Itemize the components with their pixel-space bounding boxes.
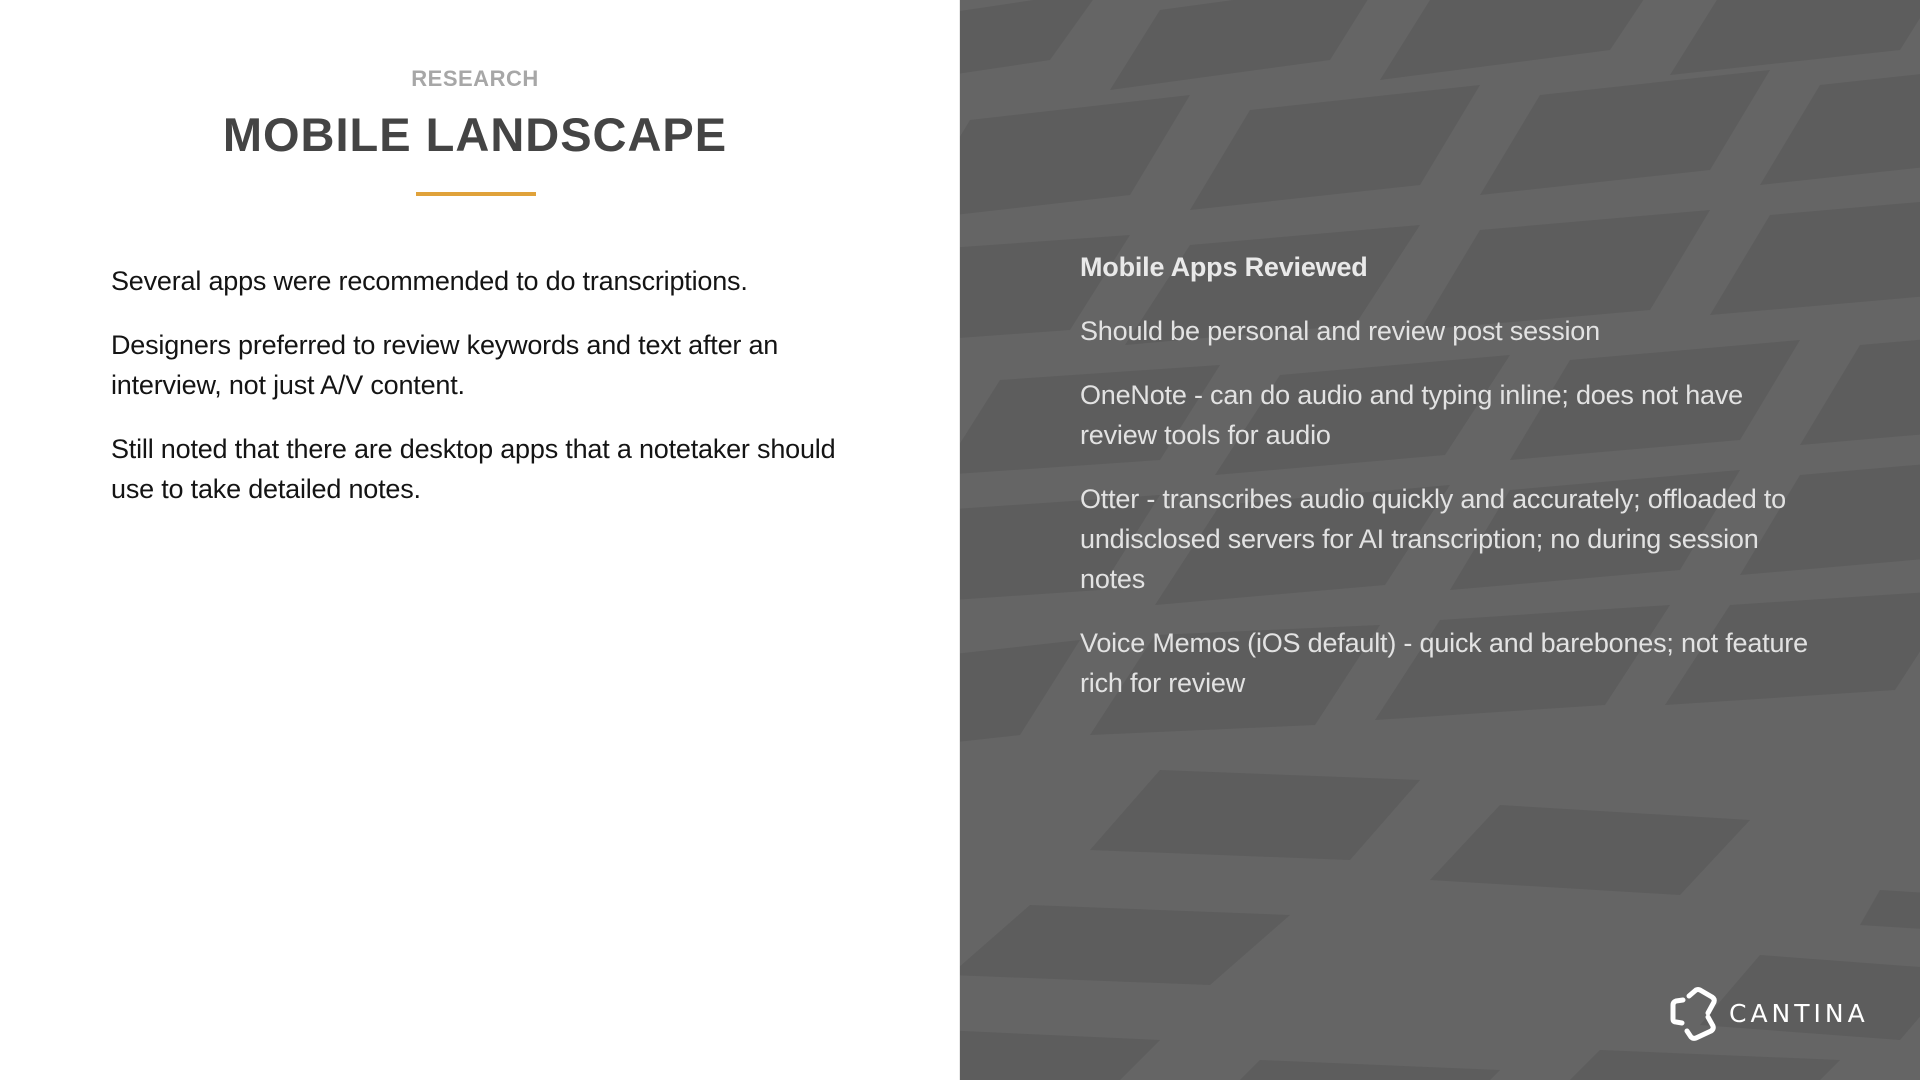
app-review-item: Voice Memos (iOS default) - quick and barebones; not feature rich for review	[1080, 628, 1808, 698]
section-eyebrow: RESEARCH	[411, 66, 539, 91]
app-review-item: Otter - transcribes audio quickly and accurately; offloaded to undisclosed servers for AI transcription; no during session notes	[1080, 484, 1786, 594]
left-paragraph: Still noted that there are desktop apps that a notetaker should use to take detailed notes.	[111, 434, 836, 504]
brand-logo-text: CANTINA	[1729, 999, 1869, 1028]
left-body-text	[111, 261, 851, 533]
app-review-item: Should be personal and review post session	[1080, 316, 1600, 346]
mobile-apps-list	[1080, 247, 1825, 727]
title-accent-rule	[416, 192, 536, 196]
app-review-item: OneNote - can do audio and typing inline; does not have review tools for audio	[1080, 380, 1743, 450]
slide-title: MOBILE LANDSCAPE	[222, 108, 728, 161]
mobile-apps-heading: Mobile Apps Reviewed	[1080, 252, 1368, 282]
left-paragraph: Several apps were recommended to do transcriptions.	[111, 266, 748, 296]
left-paragraph: Designers preferred to review keywords and text after an interview, not just A/V content.	[111, 330, 779, 400]
cantina-logo-icon	[1669, 986, 1719, 1042]
brand-logo	[1669, 986, 1869, 1042]
